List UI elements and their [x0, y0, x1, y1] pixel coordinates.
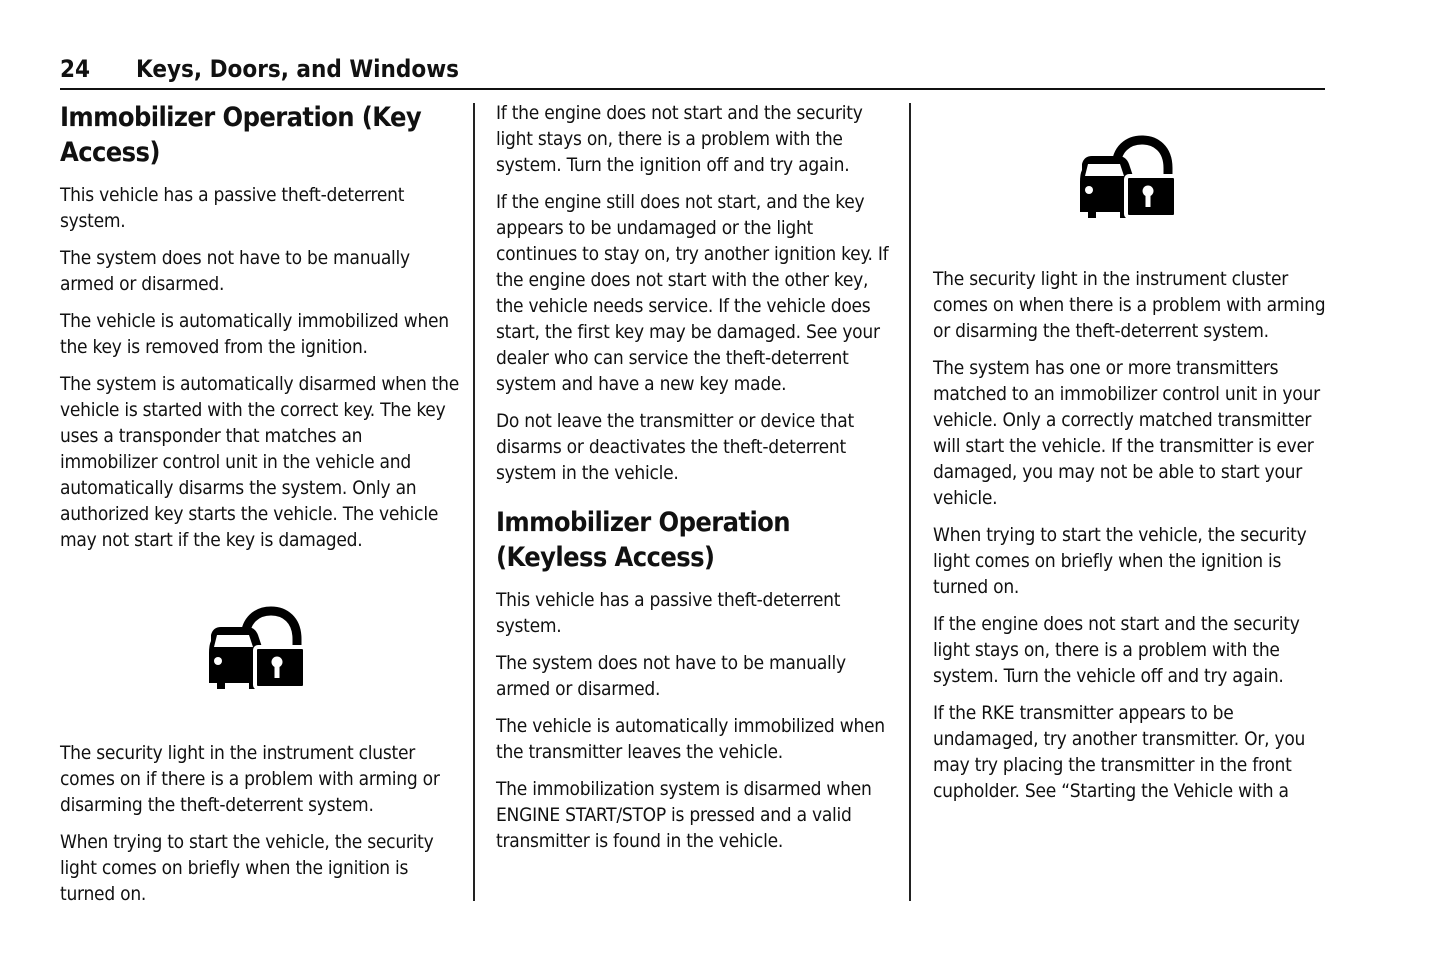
paragraph: The security light in the instrument cluster comes on if there is a problem with arming or disarming the theft-deterrent system.	[60, 742, 440, 816]
security-light-icon	[1076, 134, 1180, 218]
paragraph: The system is automatically disarmed when the vehicle is started with the correct key. The key uses a transponder that matches an immobilizer control unit in the vehicle and automatically disarms the system. Only an authorized key starts the vehicle. The vehicle may not start if the key is damaged.	[60, 373, 460, 551]
column-3	[933, 100, 1333, 815]
paragraph: When trying to start the vehicle, the security light comes on briefly when the ignition is turned on.	[60, 831, 434, 905]
paragraph: This vehicle has a passive theft-deterrent system.	[60, 184, 405, 232]
column-1	[60, 100, 460, 918]
paragraph: The immobilization system is disarmed when ENGINE START/STOP is pressed and a valid transmitter is found in the vehicle.	[496, 778, 872, 852]
security-light-icon	[205, 605, 309, 689]
paragraph: If the engine still does not start, and the key appears to be undamaged or the light continues to stay on, try another ignition key. If the engine does not start with the other key, the vehicle needs service. If the vehicle does start, the first key may be damaged. See your dealer who can service the theft-deterrent system and have a new key made.	[496, 191, 889, 395]
column-2	[496, 100, 896, 865]
paragraph: The vehicle is automatically immobilized when the transmitter leaves the vehicle.	[496, 715, 885, 763]
section-title: Keys, Doors, and Windows	[136, 55, 460, 83]
paragraph: The security light in the instrument cluster comes on when there is a problem with arming or disarming the theft-deterrent system.	[933, 268, 1326, 342]
paragraph: The system does not have to be manually armed or disarmed.	[60, 247, 410, 295]
paragraph: This vehicle has a passive theft-deterrent system.	[496, 589, 841, 637]
heading-keyless-access: Immobilizer Operation (Keyless Access)	[496, 507, 790, 573]
paragraph: The vehicle is automatically immobilized when the key is removed from the ignition.	[60, 310, 449, 358]
paragraph: The system does not have to be manually armed or disarmed.	[496, 652, 846, 700]
page-number: 24	[60, 55, 91, 83]
column-divider	[473, 103, 475, 901]
column-divider	[909, 103, 911, 901]
heading-key-access: Immobilizer Operation (Key Access)	[60, 102, 422, 168]
paragraph: If the engine does not start and the security light stays on, there is a problem with the system. Turn the ignition off and try again.	[496, 102, 863, 176]
paragraph: If the engine does not start and the security light stays on, there is a problem with the system. Turn the vehicle off and try again.	[933, 613, 1300, 687]
paragraph: When trying to start the vehicle, the security light comes on briefly when the ignition is turned on.	[933, 524, 1307, 598]
paragraph: If the RKE transmitter appears to be undamaged, try another transmitter. Or, you may try placing the transmitter in the front cupholder. See “Starting the Vehicle with a	[933, 702, 1306, 802]
paragraph: The system has one or more transmitters matched to an immobilizer control unit in your vehicle. Only a correctly matched transmitter will start the vehicle. If the transmitter is ever damaged, you may not be able to start your vehicle.	[933, 357, 1320, 509]
page-header	[60, 54, 1325, 90]
paragraph: Do not leave the transmitter or device that disarms or deactivates the theft-deterrent system in the vehicle.	[496, 410, 854, 484]
